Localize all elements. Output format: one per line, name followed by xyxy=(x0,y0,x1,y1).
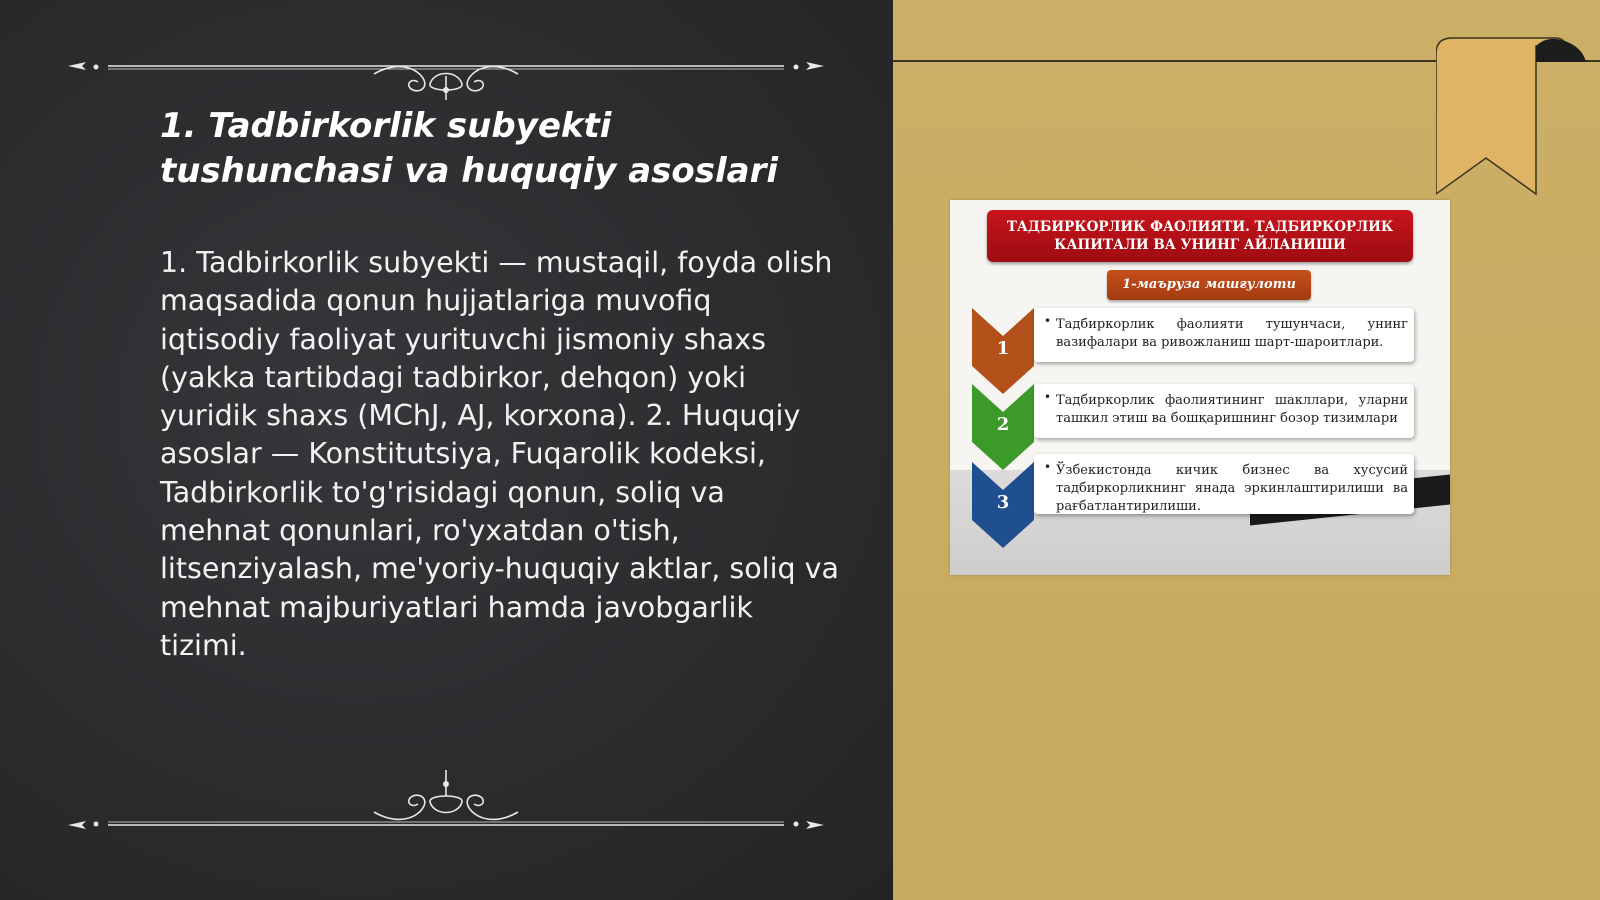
slide-title: 1. Tadbirkorlik subyekti tushunchasi va huquqiy asoslari xyxy=(160,106,779,191)
step-2-number: 2 xyxy=(996,414,1010,435)
bookmark-ribbon-icon xyxy=(1436,36,1586,198)
thumbnail-title: ТАДБИРКОРЛИК ФАОЛИЯТИ. ТАДБИРКОРЛИК КАПИТАЛИ ВА УНИНГ АЙЛАНИШИ xyxy=(987,210,1413,262)
step-1-text: Тадбиркорлик фаолияти тушунчаси, унинг вазифалари ва ривожланиш шарт-шароитлари. xyxy=(1056,317,1408,350)
step-2-text: Тадбиркорлик фаолиятининг шакллари, уларни ташкил этиш ва бошқаришнинг бозор тизимлари xyxy=(1056,393,1408,426)
step-3-text: Ўзбекистонда кичик бизнес ва хусусий тадбиркорликнинг янада эркинлаштирилиши ва рағбатлантирилиши. xyxy=(1056,463,1408,514)
top-flourish-divider xyxy=(68,40,824,100)
step-1-number: 1 xyxy=(996,338,1010,359)
bullet-icon: • xyxy=(1044,460,1052,474)
thumbnail-subtitle: 1-маъруза машғулоти xyxy=(1107,270,1311,300)
slide-thumbnail-image xyxy=(950,200,1450,575)
step-3-number: 3 xyxy=(996,492,1010,513)
step-2-box xyxy=(1034,384,1414,438)
bottom-flourish-divider xyxy=(68,770,824,830)
bullet-icon: • xyxy=(1044,314,1052,328)
step-1-box xyxy=(1034,308,1414,362)
slide-body-text: 1. Tadbirkorlik subyekti — mustaqil, foyda olish maqsadida qonun hujjatlariga muvofiq iqtisodiy faoliyat yurituvchi jismoniy shaxs (yakka tartibdagi tadbirkor, dehqon) yoki yuridik shaxs (MChJ, AJ, korxona). 2. Huquqiy asoslar — Konstitutsiya, Fuqarolik kodeksi, Tadbirkorlik to'g'risidagi qonun, soliq va mehnat qonunlari, ro'yxatdan o'tish, litsenziyalash, me'yoriy-huquqiy aktlar, soliq va mehnat majburiyatlari hamda javobgarlik tizimi. xyxy=(160,246,839,662)
bullet-icon: • xyxy=(1044,390,1052,404)
step-3-box xyxy=(1034,454,1414,514)
